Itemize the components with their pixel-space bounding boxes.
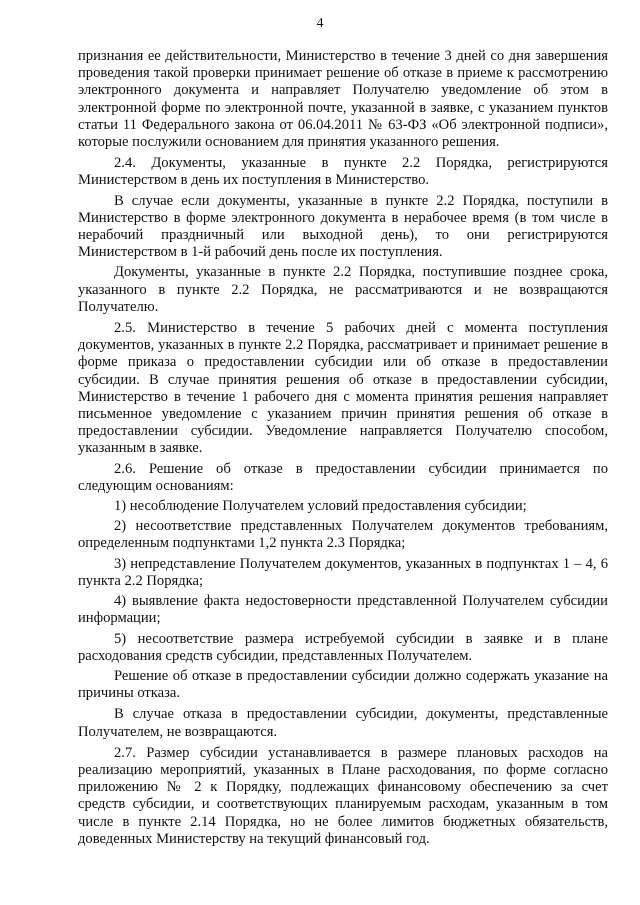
- page-number: 4: [316, 16, 324, 31]
- paragraph-late-documents: Документы, указанные в пункте 2.2 Порядка, поступившие позднее срока, указанного в пункте 2.2 Порядка, не рассматриваются и не возвращаются Получателю.: [78, 264, 608, 315]
- document-body: [78, 48, 608, 848]
- paragraph-2-5: 2.5. Министерство в течение 5 рабочих дней с момента поступления документов, указанных в пункте 2.2 Порядка, рассматривает и принимает решение в форме приказа о предоставлении субсидии или об отказе в предоставлении субсидии. В случае принятия решения об отказе в предоставлении субсидии, Министерство в течение 1 рабочего дня с момента принятия решения направляет письменное уведомление с указанием причин принятия решения об отказе в предоставлении субсидии. Уведомление направляется Получателю способом, указанным в заявке.: [78, 320, 608, 457]
- list-item-4: 4) выявление факта недостоверности представленной Получателем субсидии информации;: [78, 593, 608, 627]
- paragraph-refusal-reasons: Решение об отказе в предоставлении субсидии должно содержать указание на причины отказа.: [78, 667, 608, 702]
- list-item-1: 1) несоблюдение Получателем условий предоставления субсидии;: [114, 498, 527, 515]
- paragraph-2-4: 2.4. Документы, указанные в пункте 2.2 Порядка, регистрируются Министерством в день их поступления в Министерство.: [78, 155, 608, 189]
- list-item-3: 3) непредставление Получателем документов, указанных в подпунктах 1 – 4, 6 пункта 2.2 Порядка;: [78, 555, 608, 589]
- paragraph-2-6: 2.6. Решение об отказе в предоставлении субсидии принимается по следующим основаниям:: [78, 460, 608, 494]
- paragraph-documents-not-returned: В случае отказа в предоставлении субсидии, документы, представленные Получателем, не возвращаются.: [78, 706, 608, 740]
- paragraph-registration-nonworking: В случае если документы, указанные в пункте 2.2 Порядка, поступили в Министерство в форме электронного документа в нерабочее время (в том числе в нерабочий праздничный или выходной день), то они регистрируются Министерством в 1-й рабочий день после их поступления.: [78, 192, 608, 261]
- list-item-5: 5) несоответствие размера истребуемой субсидии в заявке и в плане расходования средств субсидии, представленных Получателем.: [78, 630, 608, 664]
- paragraph-continuation: признания ее действительности, Министерство в течение 3 дней со дня завершения проведения такой проверки принимает решение об отказе в приеме к рассмотрению электронного документа и направляет Получателю уведомление об этом в электронной форме по электронной почте, указанной в заявке, с указанием пунктов статьи 11 Федерального закона от 06.04.2011 № 63-ФЗ «Об электронной подписи», которые послужили основанием для принятия указанного решения.: [78, 48, 608, 151]
- paragraph-2-7: 2.7. Размер субсидии устанавливается в размере плановых расходов на реализацию мероприятий, указанных в Плане расходования, по форме согласно приложению № 2 к Порядку, подлежащих финансовому обеспечению за счет средств субсидии, и соответствующих планируемым расходам, указанным в том числе в пункте 2.14 Порядка, но не более лимитов бюджетных обязательств, доведенных Министерству на текущий финансовый год.: [78, 744, 608, 847]
- list-item-2: 2) несоответствие представленных Получателем документов требованиям, определенным подпунктами 1,2 пункта 2.3 Порядка;: [78, 518, 608, 552]
